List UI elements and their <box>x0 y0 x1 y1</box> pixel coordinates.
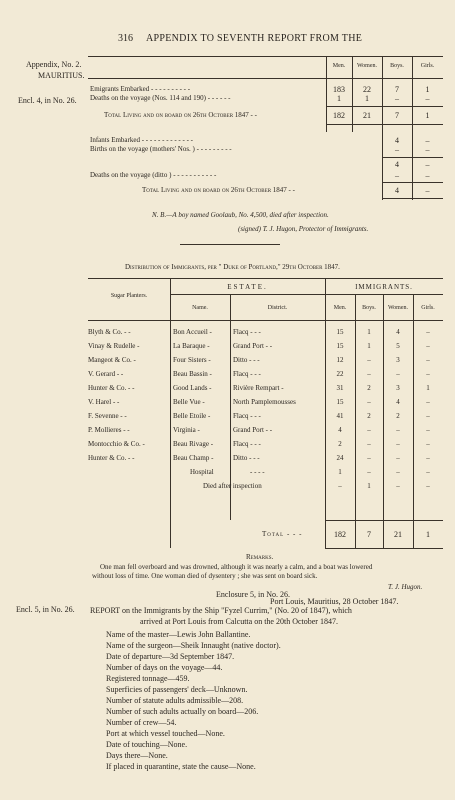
list-item: If placed in quarantine, state the cause—None. <box>106 762 256 771</box>
report-line2: arrived at Port Louis from Calcutta on the 20th October 1847. <box>140 617 338 626</box>
table-row: Vinay & Rudelle - La Baraque - Grand Port - - 15 1 5 – <box>88 342 430 350</box>
cell: – <box>425 145 430 154</box>
table-row: Hunter & Co. - - Good Lands - Rivière Rempart - 31 2 3 1 <box>88 384 430 392</box>
cell: 4 <box>395 160 399 169</box>
list-item: Number of such adults actually on board—206. <box>106 707 259 716</box>
header-boys: Boys. <box>362 305 376 311</box>
enclosure5-dateline: Port Louis, Mauritius, 28 October 1847. <box>270 597 399 606</box>
list-item: Port at which vessel touched—None. <box>106 729 225 738</box>
cell: 21 <box>363 111 371 120</box>
header-district: District. <box>267 305 288 311</box>
cell: 4 <box>395 136 399 145</box>
header-estate: ESTATE. <box>227 283 268 291</box>
row-total-label: Total Living and on board on 26th October 1847 - - <box>104 111 257 119</box>
running-title: APPENDIX TO SEVENTH REPORT FROM THE <box>146 33 363 44</box>
cell: 22 <box>363 85 371 94</box>
enclosure5-heading: Enclosure 5, in No. 26. <box>216 590 290 599</box>
cell: 1 <box>337 94 341 103</box>
col-boys: Boys. <box>390 63 404 69</box>
col-men: Men. <box>332 63 346 69</box>
died-after-inspection-label: Died after inspection <box>203 482 262 490</box>
table-row: Hospital - - - - 1 – – – <box>190 468 430 476</box>
cell: – <box>425 94 430 103</box>
total-men: 182 <box>334 530 346 539</box>
margin-appendix: Appendix, No. 2. <box>26 60 82 69</box>
page-number: 316 <box>118 33 133 44</box>
note-nb: N. B.—A boy named Goolaub, No. 4,500, died after inspection. <box>152 211 329 219</box>
cell: 4 <box>395 186 399 195</box>
list-item: Date of departure—3d September 1847. <box>106 652 235 661</box>
list-item: Number of crew—54. <box>106 718 177 727</box>
cell: 1 <box>365 94 369 103</box>
col-girls: Girls. <box>420 63 435 69</box>
infant-deaths-label: Deaths on the voyage (ditto ) - - - - - - - - - - - <box>90 171 217 179</box>
cell: 183 <box>333 85 345 94</box>
note-signed: (signed) T. J. Hugon, Protector of Immigrants. <box>238 225 369 233</box>
cell: 7 <box>395 85 399 94</box>
total-label: Total - - - <box>262 530 303 538</box>
row-deaths-label: Deaths on the voyage (Nos. 114 and 190) - - - - - - <box>90 94 231 102</box>
list-item: Date of touching—None. <box>106 740 188 749</box>
remarks-line2: without loss of time. One woman died of dysentery ; she was sent on board sick. <box>92 572 318 580</box>
header-men: Men. <box>333 305 347 311</box>
remarks-heading: Remarks. <box>246 553 274 561</box>
cell: – <box>395 145 399 154</box>
list-item: Name of the surgeon—Sheik Innaught (native doctor). <box>106 641 281 650</box>
cell: 1 <box>425 111 430 120</box>
total-women: 21 <box>394 530 402 539</box>
report-line1: REPORT on the Immigrants by the Ship "Fyzel Currim," (No. 20 of 1847), which <box>90 606 352 615</box>
header-women: Women. <box>387 305 408 311</box>
table-row: V. Gerard - - Beau Bassin - Flacq - - - 22 – – – <box>88 370 430 378</box>
margin-encl4: Encl. 4, in No. 26. <box>18 96 77 105</box>
list-item: Superficies of passengers' deck—Unknown. <box>106 685 248 694</box>
header-immigrants: IMMIGRANTS. <box>355 283 413 291</box>
cell: – <box>425 136 430 145</box>
total-girls: 1 <box>426 530 430 539</box>
cell: – <box>425 186 430 195</box>
cell: – <box>425 171 430 180</box>
list-item: Number of statute adults admissible—208. <box>106 696 244 705</box>
remarks-line1: One man fell overboard and was drowned, although it was nearly a calm, and a boat was lowered <box>100 563 373 571</box>
cell: – <box>395 171 399 180</box>
list-item: Days there—None. <box>106 751 168 760</box>
list-item: Number of days on the voyage—44. <box>106 663 223 672</box>
cell: – <box>425 160 430 169</box>
remarks-signature: T. J. Hugon. <box>388 583 423 591</box>
header-girls: Girls. <box>421 305 435 311</box>
row-embarked-label: Emigrants Embarked - - - - - - - - - - <box>90 85 191 93</box>
list-item: Registered tonnage—459. <box>106 674 190 683</box>
table-row: Blyth & Co. - - Bon Accueil - Flacq - - - 15 1 4 – <box>88 328 430 336</box>
births-label: Births on the voyage (mothers' Nos. ) - - - - - - - - - <box>90 145 232 153</box>
cell: 182 <box>333 111 345 120</box>
col-women: Women. <box>356 63 377 69</box>
table-row: Montocchio & Co. - Beau Rivage - Flacq - - - 2 – – – <box>88 440 430 448</box>
table-row: V. Harel - - Belle Vue - North Pamplemousses 15 – 4 – <box>88 398 430 406</box>
cell: 7 <box>395 111 399 120</box>
header-name: Name. <box>192 305 208 311</box>
cell: 1 <box>425 85 430 94</box>
infants-total-label: Total Living and on board on 26th October 1847 - - <box>142 186 295 194</box>
total-boys: 7 <box>367 530 371 539</box>
list-item: Name of the master—Lewis John Ballantine. <box>106 630 251 639</box>
margin-colony: MAURITIUS. <box>38 71 85 80</box>
distribution-title: Distribution of Immigrants, per " Duke of Portland," 29th October 1847. <box>125 263 340 271</box>
margin-encl5: Encl. 5, in No. 26. <box>16 605 75 614</box>
table-row: F. Sevenne - - Belle Etoile - Flacq - - - 41 2 2 – <box>88 412 430 420</box>
table-row: Mangeot & Co. - Four Sisters - Ditto - - - 12 – 3 – <box>88 356 430 364</box>
header-planters: Sugar Planters. <box>110 293 148 299</box>
table-row: Died after inspection – 1 – – <box>88 479 443 493</box>
infants-embarked-label: Infants Embarked - - - - - - - - - - - - - <box>90 136 194 144</box>
cell: – <box>395 94 399 103</box>
table-row: P. Mollieres - - Virginia - Grand Port - - 4 – – – <box>88 426 430 434</box>
table-row: Hunter & Co. - - Beau Champ - Ditto - - - 24 – – – <box>88 454 430 462</box>
